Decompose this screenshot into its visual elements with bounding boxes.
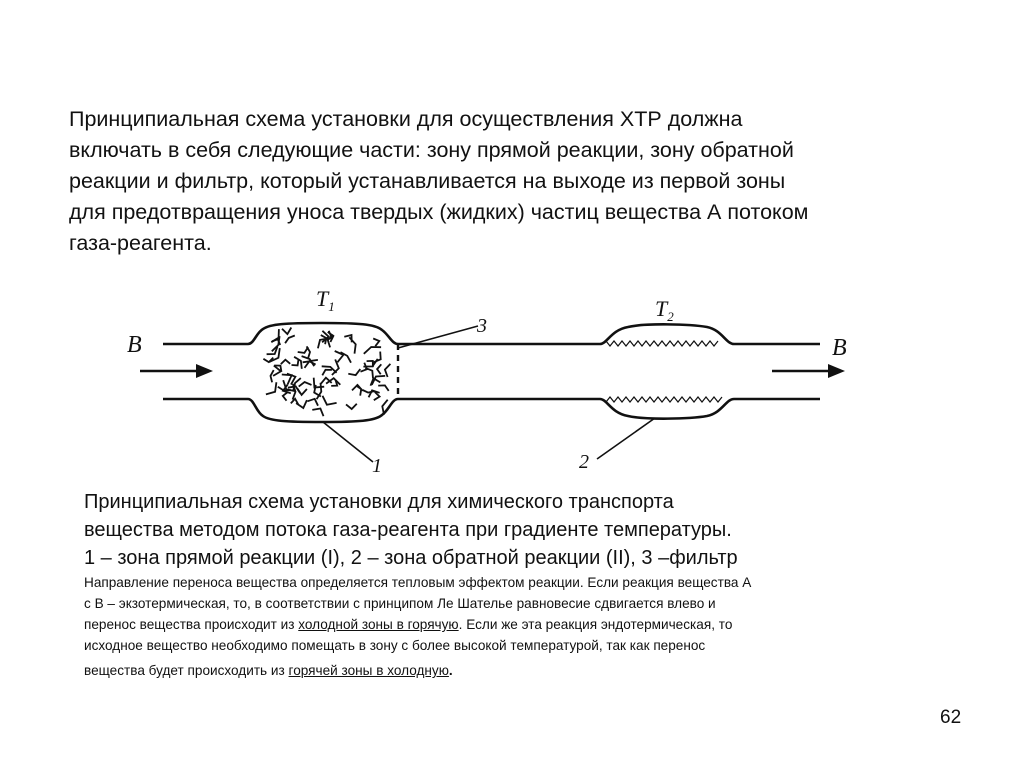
intro-line: газа-реагента.: [69, 231, 212, 255]
particle: [314, 378, 325, 388]
caption-legend: 1 – зона прямой реакции (I), 2 – зона обратной реакции (II), 3 –фильтр: [84, 547, 738, 569]
label-2: 2: [579, 451, 589, 473]
particle: [323, 396, 337, 405]
particle: [382, 400, 387, 415]
particle: [291, 399, 298, 405]
caption: [84, 488, 964, 681]
particle: [287, 374, 296, 385]
particle: [317, 383, 322, 399]
particle: [372, 376, 385, 385]
particle: [328, 332, 334, 342]
note-line: Направление переноса вещества определяется тепловым эффектом реакции. Если реакция вещества А: [84, 575, 752, 590]
intro-line: реакции и фильтр, который устанавливается на выходе из первой зоны: [69, 169, 786, 193]
intro-text: [69, 104, 969, 259]
particle: [266, 382, 277, 394]
particle: [294, 357, 302, 369]
particle: [385, 364, 391, 377]
particle: [369, 390, 380, 397]
particle: [296, 400, 307, 408]
label-t1: $T_1$: [316, 286, 335, 314]
particle: [346, 404, 357, 409]
particle: [332, 359, 339, 375]
particle: [363, 390, 374, 393]
caption-line: Принципиальная схема установки для химического транспорта: [84, 491, 674, 513]
particle: [356, 385, 361, 395]
particle: [271, 329, 279, 342]
particle: [282, 328, 291, 335]
particle: [292, 359, 299, 365]
particle: [322, 331, 329, 343]
particle: [378, 385, 389, 391]
note-line: исходное вещество необходимо помещать в зону с более высокой температурой, так как перенос: [84, 638, 706, 653]
label-outlet-b: B: [832, 335, 847, 361]
particle: [305, 360, 318, 368]
note-underlined: горячей зоны в холодную: [288, 663, 449, 678]
particle: [328, 335, 334, 348]
inlet-arrow: [140, 364, 213, 378]
page-number: 62: [940, 707, 962, 728]
note-line: с В – экзотермическая, то, в соответствии с принципом Ле Шателье равновесие сдвигается влево и: [84, 596, 716, 611]
particle: [326, 378, 340, 385]
particle: [318, 338, 329, 348]
particle: [272, 336, 280, 351]
particle: [283, 384, 291, 393]
note-line: [84, 660, 964, 681]
particle: [314, 385, 321, 397]
intro-line: включать в себя следующие части: зону прямой реакции, зону обратной: [69, 138, 794, 162]
particle: [288, 386, 300, 393]
leader-1: [323, 422, 373, 462]
particle: [331, 380, 337, 386]
particle: [324, 331, 332, 340]
note-underlined: холодной зоны в горячую: [298, 617, 459, 632]
particle: [293, 384, 296, 400]
particle: [267, 346, 278, 354]
particle: [278, 387, 291, 391]
particle: [298, 347, 308, 353]
note-line: [84, 614, 964, 635]
particle: [322, 370, 332, 376]
particle: [377, 364, 381, 374]
leader-2: [597, 418, 655, 459]
particle: [348, 369, 360, 375]
particle: [283, 380, 295, 391]
particle: [367, 361, 373, 367]
particle: [312, 409, 323, 417]
label-1: 1: [372, 455, 382, 477]
particle: [341, 352, 352, 363]
particle: [271, 370, 274, 382]
particle: [282, 375, 292, 385]
particle: [303, 361, 316, 364]
particle: [349, 337, 355, 353]
particle: [321, 378, 332, 384]
particle: [363, 359, 377, 367]
outlet-arrow: [772, 364, 845, 378]
intro-line: Принципиальная схема установки для осуществления ХТР должна: [69, 107, 743, 131]
particle: [335, 351, 344, 362]
particle: [263, 358, 273, 363]
particle: [373, 339, 379, 347]
particle: [273, 366, 281, 376]
particle: [307, 346, 310, 358]
particle: [285, 336, 295, 344]
leader-3: [398, 326, 478, 348]
particle: [299, 382, 312, 387]
particle: [352, 385, 363, 391]
note-text: вещества будет происходить из: [84, 663, 289, 678]
particle: [374, 392, 380, 400]
particle: [364, 347, 381, 354]
particle: [321, 335, 327, 344]
intro-line: для предотвращения уноса твердых (жидких) частиц вещества А потоком: [69, 200, 809, 224]
zone-1-particles: [263, 328, 390, 417]
label-3: 3: [477, 315, 487, 337]
particle: [322, 366, 337, 373]
particle: [272, 339, 280, 345]
particle: [374, 352, 381, 363]
particle: [281, 360, 290, 364]
caption-line: вещества методом потока газа-реагента при градиенте температуры.: [84, 519, 732, 541]
tube-bottom-wall: [163, 399, 820, 422]
note-text: перенос вещества происходит из: [84, 617, 299, 632]
particle: [361, 363, 367, 372]
particle: [344, 335, 351, 342]
note-text: .: [448, 663, 453, 678]
particle: [293, 378, 301, 390]
particle: [297, 388, 307, 395]
particle: [302, 356, 315, 366]
particle: [274, 366, 281, 372]
particle: [283, 392, 288, 401]
note-text: . Если же эта реакция эндотермическая, то: [458, 617, 733, 632]
particle: [371, 378, 381, 385]
tube-top-wall: [163, 323, 820, 344]
particle: [307, 399, 318, 406]
particle: [365, 368, 373, 378]
label-t2: $T_2$: [655, 296, 674, 324]
particle: [269, 348, 279, 362]
zone-2-deposit: [606, 341, 722, 402]
label-inlet-b: B: [127, 332, 142, 358]
